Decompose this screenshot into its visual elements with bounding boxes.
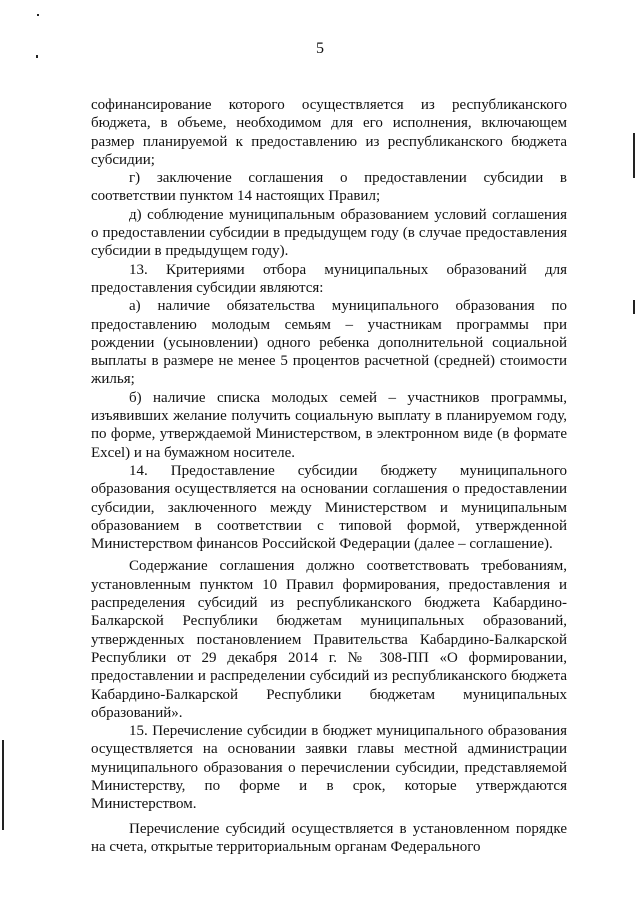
paragraph-clause-14: 14. Предоставление субсидии бюджету муниципального образования осуществляется на основании соглашения о предоставлении субсидии, заключенного между Министерством и муниципальным образованием в соответствии с типовой формой, утвержденной Министерством финансов Российской Федерации (далее – соглашение). (91, 462, 567, 553)
paragraph-agreement-content: Содержание соглашения должно соответствовать требованиям, установленным пунктом 10 Правил формирования, предоставления и распределения субсидий из республиканского бюджета Кабардино-Балкарской Республики бюджетам муниципальных образований, утвержденных постановлением Правительства Кабардино-Балкарской Республики от 29 декабря 2014 г. № 308-ПП «О формировании, предоставлении и распределении субсидий из республиканского бюджета Кабардино-Балкарской Республики бюджетам муниципальных образований». (91, 558, 567, 721)
page-number: 5 (316, 40, 324, 57)
scan-mark-left-top (37, 14, 39, 16)
scan-mark-left-upper (36, 55, 38, 58)
paragraph-item-b: б) наличие списка молодых семей – участников программы, изъявивших желание получить социальную выплату в планируемом году, по форме, утверждаемой Министерством, в электронном виде (в формате Excel) и на бумажном носителе. (91, 389, 567, 461)
paragraph-item-g: г) заключение соглашения о предоставлении субсидии в соответствии пунктом 14 настоящих Правил; (91, 170, 567, 205)
document-body (91, 96, 567, 856)
scan-mark-right-upper (633, 133, 635, 178)
paragraph-clause-13: 13. Критериями отбора муниципальных образований для предоставления субсидии являются: (91, 261, 567, 296)
paragraph-cofinancing: софинансирование которого осуществляется из республиканского бюджета, в объеме, необходимом для его исполнения, включающем размер планируемой к предоставлению из республиканского бюджета субсидии; (91, 97, 567, 168)
paragraph-item-d: д) соблюдение муниципальным образованием условий соглашения о предоставлении субсидии в предыдущем году (в случае предоставления субсидии в предыдущем году). (91, 206, 567, 260)
paragraph-clause-15: 15. Перечисление субсидии в бюджет муниципального образования осуществляется на основании заявки главы местной администрации муниципального образования о перечислении субсидии, представляемой Министерству, по форме и в срок, которые утверждаются Министерством. (91, 723, 567, 813)
scan-mark-left-lower (2, 740, 4, 830)
paragraph-item-a: а) наличие обязательства муниципального образования по предоставлению молодым семьям – участникам программы при рождении (усыновлении) одного ребенка дополнительной социальной выплаты в размере не менее 5 процентов расчетной (средней) стоимости жилья; (91, 298, 567, 388)
scan-mark-right-mid (633, 300, 635, 314)
paragraph-transfer: Перечисление субсидий осуществляется в установленном порядке на счета, открытые территориальным органам Федерального (91, 820, 567, 855)
